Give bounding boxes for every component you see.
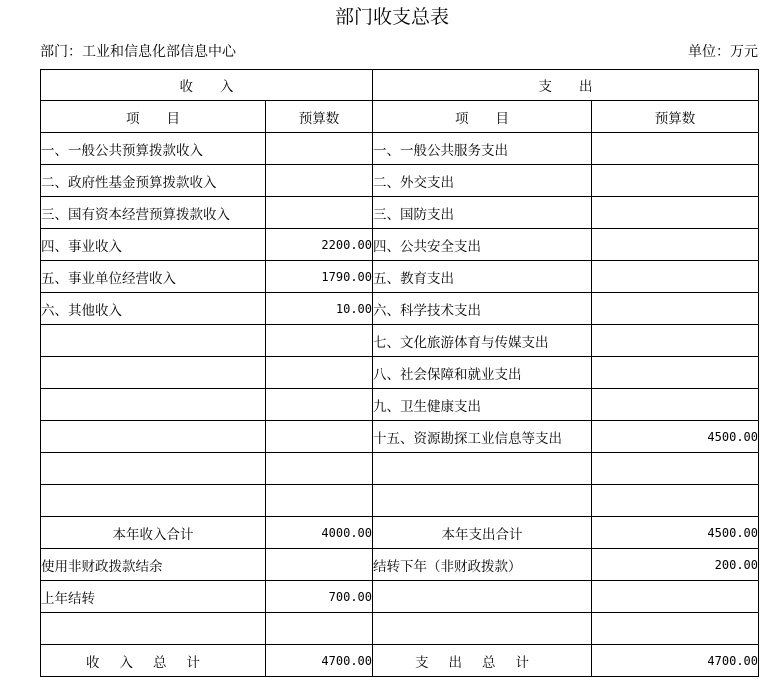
expense-value-cell <box>592 485 759 517</box>
expense-value-cell: 200.00 <box>592 549 759 581</box>
department-label: 部门：工业和信息化部信息中心 <box>40 44 236 60</box>
income-item-cell: 五、事业单位经营收入 <box>41 261 266 293</box>
subtotal-row <box>41 517 759 549</box>
income-value-cell: 700.00 <box>266 581 373 613</box>
table-row <box>41 165 759 197</box>
expense-value-cell <box>592 389 759 421</box>
income-item-cell: 使用非财政拨款结余 <box>41 549 266 581</box>
expense-item-cell: 十五、资源勘探工业信息等支出 <box>373 421 592 453</box>
income-item-cell: 六、其他收入 <box>41 293 266 325</box>
expense-section-header: 支 出 <box>373 70 759 101</box>
expense-value-cell <box>592 357 759 389</box>
budget-summary-table <box>40 69 759 677</box>
income-value-cell <box>266 421 373 453</box>
table-row <box>41 325 759 357</box>
table-row <box>41 549 759 581</box>
income-item-cell <box>41 421 266 453</box>
income-total-value: 4700.00 <box>266 645 373 677</box>
expense-subtotal-value: 4500.00 <box>592 517 759 549</box>
expense-item-cell <box>373 453 592 485</box>
expense-item-cell: 三、国防支出 <box>373 197 592 229</box>
table-row <box>41 293 759 325</box>
expense-value-cell: 4500.00 <box>592 421 759 453</box>
expense-budget-header: 预算数 <box>592 101 759 133</box>
expense-value-cell <box>592 581 759 613</box>
expense-item-header: 项 目 <box>373 101 592 133</box>
expense-item-cell: 四、公共安全支出 <box>373 229 592 261</box>
expense-value-cell <box>592 197 759 229</box>
expense-item-cell: 五、教育支出 <box>373 261 592 293</box>
income-item-cell <box>41 325 266 357</box>
income-value-cell: 1790.00 <box>266 261 373 293</box>
expense-value-cell <box>592 613 759 645</box>
income-item-cell <box>41 357 266 389</box>
expense-item-cell: 九、卫生健康支出 <box>373 389 592 421</box>
income-item-cell <box>41 485 266 517</box>
income-subtotal-label: 本年收入合计 <box>41 517 266 549</box>
income-value-cell <box>266 165 373 197</box>
table-row <box>41 229 759 261</box>
income-item-cell <box>41 389 266 421</box>
income-value-cell: 2200.00 <box>266 229 373 261</box>
income-item-cell: 四、事业收入 <box>41 229 266 261</box>
table-row <box>41 485 759 517</box>
expense-total-value: 4700.00 <box>592 645 759 677</box>
table-row <box>41 197 759 229</box>
table-row <box>41 389 759 421</box>
expense-item-cell <box>373 485 592 517</box>
expense-item-cell: 八、社会保障和就业支出 <box>373 357 592 389</box>
income-value-cell <box>266 357 373 389</box>
expense-value-cell <box>592 453 759 485</box>
income-value-cell: 10.00 <box>266 293 373 325</box>
income-value-cell <box>266 389 373 421</box>
table-row <box>41 357 759 389</box>
expense-value-cell <box>592 165 759 197</box>
income-value-cell <box>266 453 373 485</box>
income-item-cell <box>41 453 266 485</box>
table-row <box>41 133 759 165</box>
table-row <box>41 421 759 453</box>
column-header-row <box>41 101 759 133</box>
income-value-cell <box>266 133 373 165</box>
unit-label: 单位：万元 <box>688 44 758 60</box>
income-total-label: 收入总计 <box>41 645 266 677</box>
income-item-cell: 二、政府性基金预算拨款收入 <box>41 165 266 197</box>
expense-total-label: 支出总计 <box>373 645 592 677</box>
expense-item-cell: 一、一般公共服务支出 <box>373 133 592 165</box>
expense-item-cell <box>373 581 592 613</box>
expense-item-cell: 二、外交支出 <box>373 165 592 197</box>
income-value-cell <box>266 197 373 229</box>
table-row <box>41 613 759 645</box>
expense-item-cell: 结转下年（非财政拨款） <box>373 549 592 581</box>
table-row <box>41 581 759 613</box>
expense-value-cell <box>592 261 759 293</box>
income-value-cell <box>266 325 373 357</box>
expense-item-cell: 七、文化旅游体育与传媒支出 <box>373 325 592 357</box>
income-value-cell <box>266 613 373 645</box>
section-header-row <box>41 70 759 101</box>
income-item-cell: 一、一般公共预算拨款收入 <box>41 133 266 165</box>
table-row <box>41 261 759 293</box>
table-row <box>41 453 759 485</box>
expense-subtotal-label: 本年支出合计 <box>373 517 592 549</box>
expense-value-cell <box>592 229 759 261</box>
income-section-header: 收 入 <box>41 70 373 101</box>
income-subtotal-value: 4000.00 <box>266 517 373 549</box>
income-item-header: 项 目 <box>41 101 266 133</box>
income-value-cell <box>266 485 373 517</box>
expense-item-cell: 六、科学技术支出 <box>373 293 592 325</box>
total-row <box>41 645 759 677</box>
page-title: 部门收支总表 <box>334 6 449 28</box>
expense-value-cell <box>592 133 759 165</box>
income-item-cell: 上年结转 <box>41 581 266 613</box>
expense-item-cell <box>373 613 592 645</box>
income-item-cell: 三、国有资本经营预算拨款收入 <box>41 197 266 229</box>
income-budget-header: 预算数 <box>266 101 373 133</box>
expense-value-cell <box>592 325 759 357</box>
income-item-cell <box>41 613 266 645</box>
income-value-cell <box>266 549 373 581</box>
expense-value-cell <box>592 293 759 325</box>
